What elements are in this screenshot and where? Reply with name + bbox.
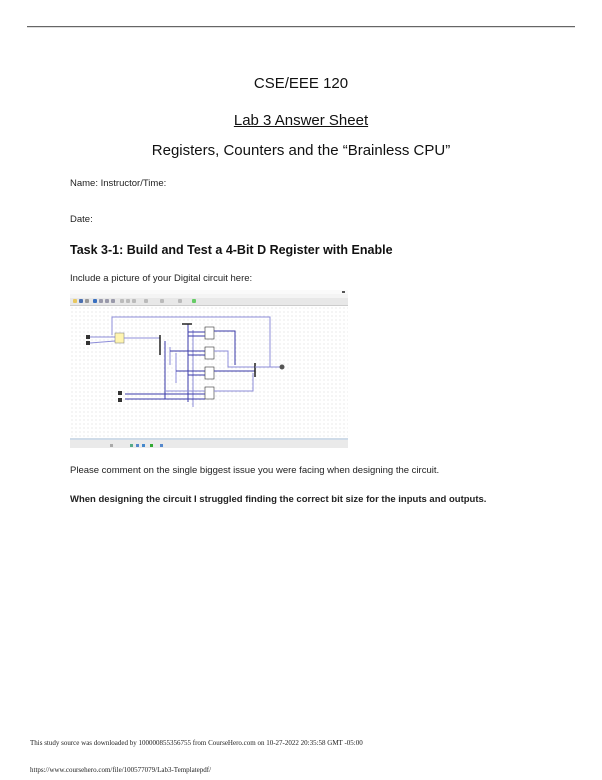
course-title: CSE/EEE 120 (253, 75, 349, 92)
run-icon (160, 299, 164, 303)
settings-icon (93, 299, 97, 303)
document-subtitle: Registers, Counters and the “Brainless CPU” (151, 142, 451, 159)
source-url[interactable]: https://www.coursehero.com/file/100577079/Lab3-Templatepdf/ (30, 766, 212, 774)
task-heading: Task 3-1: Build and Test a 4-Bit D Register with Enable (70, 243, 393, 257)
zoom-in-icon (99, 299, 103, 303)
close-icon (342, 291, 345, 293)
include-picture-prompt: Include a picture of your Digital circuit here: (70, 273, 253, 284)
step-icon (144, 299, 148, 303)
circuit-screenshot (70, 290, 348, 448)
zoom-fit-icon (111, 299, 115, 303)
print-icon (85, 299, 89, 303)
pause-icon (178, 299, 182, 303)
date-field-label: Date: (70, 214, 93, 225)
header-rule (27, 26, 575, 28)
save-icon (79, 299, 83, 303)
register-3 (125, 373, 253, 399)
download-notice: This study source was downloaded by 100000855356755 from CourseHero.com on 10-27-2022 20:35:58 GMT -05:00 (30, 739, 363, 747)
answer-text: When designing the circuit I struggled finding the correct bit size for the inputs and outputs. (70, 494, 487, 505)
circuit-diagram (70, 305, 348, 433)
taskbar (70, 438, 348, 448)
new-file-icon (73, 299, 77, 303)
undo-icon (120, 299, 124, 303)
register-1 (170, 347, 255, 367)
comment-prompt: Please comment on the single biggest issue you were facing when designing the circuit. (70, 465, 440, 476)
name-field-label: Name: Instructor/Time: (70, 178, 167, 189)
zoom-out-icon (105, 299, 109, 303)
sheet-title: Lab 3 Answer Sheet (233, 112, 369, 129)
check-icon (192, 299, 196, 303)
redo-icon (126, 299, 130, 303)
delete-icon (132, 299, 136, 303)
